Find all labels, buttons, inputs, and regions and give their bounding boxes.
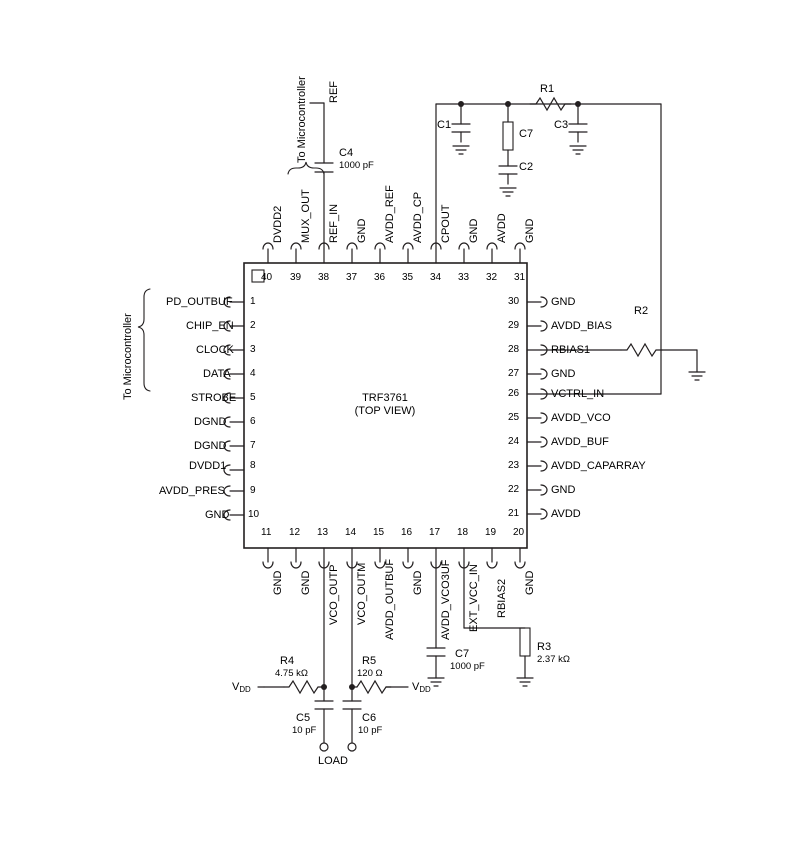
pin-number-29: 29 bbox=[508, 320, 520, 331]
pin-label-avdd-bias: AVDD_BIAS bbox=[551, 320, 612, 332]
pin-number-13: 13 bbox=[317, 527, 329, 538]
pin-number-15: 15 bbox=[373, 527, 385, 538]
pin-number-38: 38 bbox=[318, 272, 330, 283]
pin-label-cpout: CPOUT bbox=[440, 204, 452, 243]
component-ref-c6: C6 bbox=[362, 712, 377, 724]
pin-label-pd-outbuf: PD_OUTBUF bbox=[166, 296, 233, 308]
pin-number-27: 27 bbox=[508, 368, 520, 379]
pin-number-37: 37 bbox=[346, 272, 358, 283]
pin-label-avdd-pres: AVDD_PRES bbox=[159, 485, 225, 497]
annotation-to-microcontroller-top: To Microcontroller bbox=[296, 76, 308, 163]
pin-number-25: 25 bbox=[508, 412, 520, 423]
pin-label-gnd-20: GND bbox=[524, 570, 536, 595]
pin-label-gnd-37: GND bbox=[356, 218, 368, 243]
pin-number-14: 14 bbox=[345, 527, 357, 538]
component-ref-c5: C5 bbox=[296, 712, 311, 724]
pin-number-7: 7 bbox=[250, 440, 256, 451]
pin-label-gnd-22: GND bbox=[551, 484, 576, 496]
pin-label-dgnd-7: DGND bbox=[194, 440, 227, 452]
pin-number-19: 19 bbox=[485, 527, 497, 538]
pin-label-gnd-27: GND bbox=[551, 368, 576, 380]
component-ref-r5: R4 bbox=[280, 655, 295, 667]
pin-label-gnd-16: GND bbox=[412, 570, 424, 595]
pin-number-1: 1 bbox=[250, 296, 256, 307]
pin-number-11: 11 bbox=[261, 527, 272, 538]
component-value-c4: 1000 pF bbox=[339, 160, 374, 171]
pin-label-gnd-33: GND bbox=[468, 218, 480, 243]
pin-label-dvdd2: DVDD2 bbox=[272, 205, 284, 243]
pin-number-30: 30 bbox=[508, 296, 520, 307]
pin-label-avdd-21: AVDD bbox=[551, 508, 581, 520]
pin-number-10: 10 bbox=[248, 509, 260, 520]
pin-number-4: 4 bbox=[250, 368, 256, 379]
pin-number-17: 17 bbox=[429, 527, 441, 538]
component-value-c7: 1000 pF bbox=[450, 661, 485, 672]
component-ref-r1: C7 bbox=[519, 128, 534, 140]
pin-number-8: 8 bbox=[250, 460, 256, 471]
pin-number-36: 36 bbox=[374, 272, 386, 283]
pin-number-39: 39 bbox=[290, 272, 302, 283]
pin-label-avdd-cp: AVDD_CP bbox=[412, 191, 424, 243]
chip-name: TRF3761 bbox=[362, 392, 408, 404]
pin-number-18: 18 bbox=[457, 527, 469, 538]
label-vdd-left: $V_{DD}$ bbox=[232, 681, 251, 694]
component-value-r5: 4.75 kΩ bbox=[275, 668, 308, 679]
pin-label-gnd-30: GND bbox=[551, 296, 576, 308]
pin-label-rbias1: RBIAS1 bbox=[551, 344, 591, 356]
pin-number-28: 28 bbox=[508, 344, 520, 355]
pin-number-22: 22 bbox=[508, 484, 520, 495]
component-ref-r3: R2 bbox=[634, 305, 649, 317]
pin-number-23: 23 bbox=[508, 460, 520, 471]
pin-label-rbias2: RBIAS2 bbox=[496, 578, 508, 618]
pin-label-avdd-ref: AVDD_REF bbox=[384, 185, 396, 243]
pin-number-21: 21 bbox=[508, 508, 520, 519]
chip-view: (TOP VIEW) bbox=[354, 405, 416, 417]
component-value-r4: 2.37 kΩ bbox=[537, 654, 570, 665]
pin-number-34: 34 bbox=[430, 272, 442, 283]
pin-number-3: 3 bbox=[250, 344, 256, 355]
component-value-r6: 120 Ω bbox=[357, 668, 383, 679]
label-load: LOAD bbox=[318, 755, 348, 767]
pin-number-24: 24 bbox=[508, 436, 520, 447]
pin-number-6: 6 bbox=[250, 416, 256, 427]
pin-label-avdd-vco3uf: AVDD_VCO3UF bbox=[440, 559, 452, 640]
pin-label-ref-in: REF_IN bbox=[328, 203, 340, 243]
pin-label-gnd-11: GND bbox=[272, 570, 284, 595]
label-vdd-right: $V_{DD}$ bbox=[412, 681, 431, 694]
pin-number-12: 12 bbox=[289, 527, 301, 538]
pin-number-31: 31 bbox=[514, 272, 526, 283]
pin-label-avdd-32: AVDD bbox=[496, 213, 508, 243]
pin-label-gnd-10: GND bbox=[205, 509, 230, 521]
pin-label-vco-outm: VCO_OUTM bbox=[356, 562, 368, 625]
annotation-to-microcontroller-left: To Microcontroller bbox=[122, 313, 134, 400]
pin-label-gnd-12: GND bbox=[300, 570, 312, 595]
pin-label-vctrl-in: VCTRL_IN bbox=[551, 388, 605, 400]
component-ref-c4: C4 bbox=[339, 147, 354, 159]
component-ref-r2: R1 bbox=[540, 83, 555, 95]
pin-number-20: 20 bbox=[513, 527, 525, 538]
pin-label-ext-vcc-in: EXT_VCC_IN bbox=[468, 564, 480, 632]
pin-label-dvdd1: DVDD1 bbox=[189, 460, 227, 472]
pin-number-33: 33 bbox=[458, 272, 470, 283]
component-ref-r4: R3 bbox=[537, 641, 552, 653]
pin-number-32: 32 bbox=[486, 272, 498, 283]
pin-label-dgnd-6: DGND bbox=[194, 416, 227, 428]
pin-label-data: DATA bbox=[203, 368, 231, 380]
pin-label-avdd-caparray: AVDD_CAPARRAY bbox=[551, 460, 646, 472]
pin-label-vco-outp: VCO_OUTP bbox=[328, 564, 340, 625]
pin-number-35: 35 bbox=[402, 272, 414, 283]
annotation-ref-signal: REF bbox=[328, 81, 340, 103]
pin-label-avdd-buf: AVDD_BUF bbox=[551, 436, 609, 448]
component-ref-c2: C2 bbox=[519, 161, 534, 173]
pin-label-avdd-outbuf: AVDD_OUTBUF bbox=[384, 558, 396, 640]
pin-number-40: 40 bbox=[261, 272, 273, 283]
component-ref-c7: C7 bbox=[455, 648, 470, 660]
pin-number-2: 2 bbox=[250, 320, 256, 331]
pin-number-26: 26 bbox=[508, 388, 520, 399]
pin-label-avdd-vco: AVDD_VCO bbox=[551, 412, 611, 424]
pin-label-gnd-31: GND bbox=[524, 218, 536, 243]
component-value-c6: 10 pF bbox=[358, 725, 383, 736]
pin-label-mux-out: MUX_OUT bbox=[300, 189, 312, 243]
component-value-c5: 10 pF bbox=[292, 725, 317, 736]
pin-label-chip-en: CHIP_EN bbox=[186, 320, 234, 332]
component-ref-c1: C1 bbox=[437, 119, 452, 131]
pin-number-16: 16 bbox=[401, 527, 413, 538]
pin-number-9: 9 bbox=[250, 485, 256, 496]
component-ref-c3: C3 bbox=[554, 119, 569, 131]
pin-label-strobe: STROBE bbox=[191, 392, 237, 404]
pin-number-5: 5 bbox=[250, 392, 256, 403]
pin-label-clock: CLOCK bbox=[196, 344, 234, 356]
component-ref-r6: R5 bbox=[362, 655, 377, 667]
